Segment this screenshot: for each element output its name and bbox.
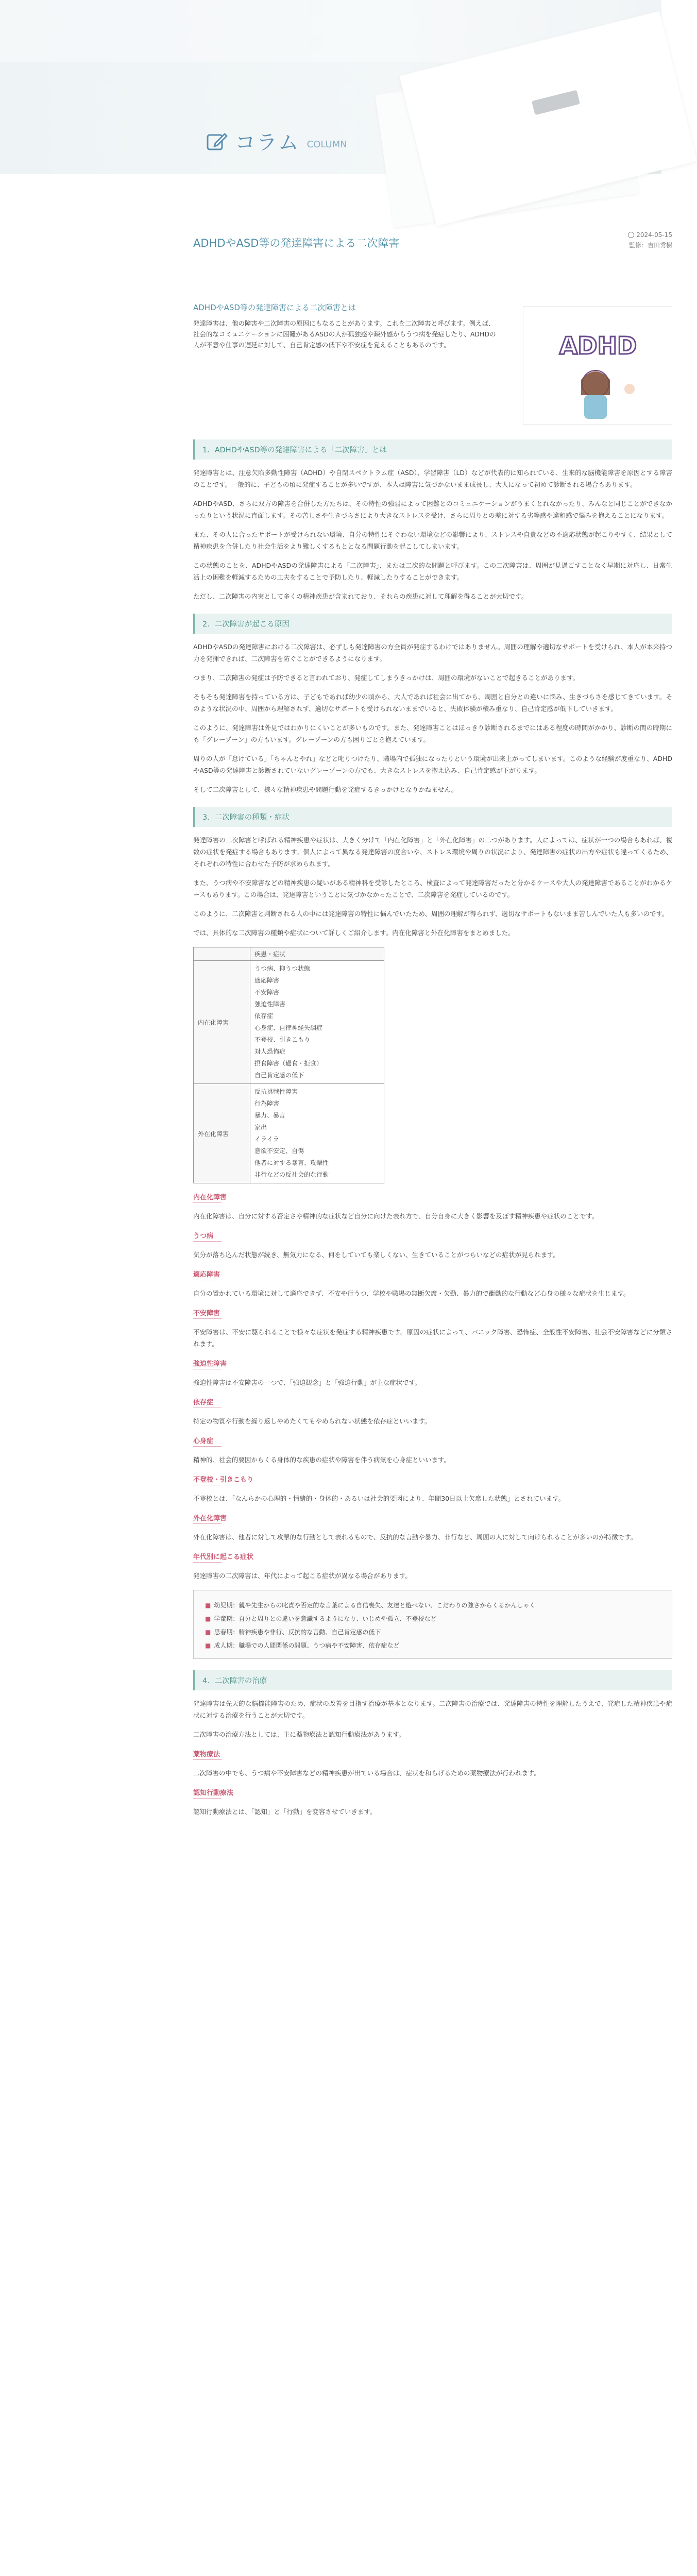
section-paragraph: ただし、二次障害の内実として多くの精神疾患が含まれており、それらの疾患に対して理解を得ることが大切です。: [193, 592, 528, 600]
term-heading: 内在化障害: [193, 1194, 227, 1201]
article-meta: [628, 230, 672, 250]
table-row: [194, 1084, 384, 1183]
term-underline: [193, 1202, 222, 1203]
section-paragraph: ADHDやASD、さらに双方の障害を合併した方たちは、その特性の強弱によって困難とのコミュニケーションがうまくとれなかったり、みんなと同じことができなかったりという状況に直面します。その苦しさや生きづらさにより大きなストレスを受け、さらに周りとの差に対する劣等感や違和感で悩みを抱えることになります。: [193, 500, 672, 519]
table-item: 対人恐怖症: [254, 1048, 286, 1055]
age-text: 学童期：自分と周りとの違いを意識するようになり、いじめや孤立、不登校など: [214, 1615, 437, 1622]
section-heading: 4．二次障害の治療: [193, 1670, 672, 1690]
section-paragraph: そもそも発達障害を持っている方は、子どもであれば幼少の頃から、大人であれば社会に出てから、周囲と自分との違いに悩み、生きづらさを感じてきています。そのような状況の中、周囲から理解されず、適切なサポートも受けられないままでいると、失敗体験が積み重なり、自己肯定感が低下していきます。: [193, 693, 672, 713]
table-category: 外在化障害: [194, 1084, 250, 1183]
intro-block: [193, 302, 672, 428]
term-text: 発達障害の二次障害は、年代によって起こる症状が異なる場合があります。: [193, 1572, 412, 1580]
table-row: [194, 961, 384, 1084]
term-heading: 薬物療法: [193, 1751, 220, 1758]
term-text: 不登校とは、「なんらかの心理的・情緒的・身体的・あるいは社会的要因により、年間30日以上欠席した状態」とされています。: [193, 1495, 565, 1502]
hero-subtitle: COLUMN: [307, 139, 347, 150]
term-underline: [193, 1446, 222, 1447]
term-heading: うつ病: [193, 1232, 214, 1240]
hero-title-wrap: [206, 126, 347, 156]
term-heading: 年代別に起こる症状: [193, 1553, 254, 1561]
table-item: 適応障害: [254, 977, 280, 984]
article-content: [193, 225, 672, 1818]
table-item: 暴力、暴言: [254, 1112, 286, 1119]
term-underline: [193, 1523, 222, 1524]
age-item: [205, 1613, 660, 1624]
hero-banner: [0, 0, 661, 174]
term-heading: 外在化障害: [193, 1515, 227, 1522]
section-paragraph: つまり、二次障害の発症は予防できると言われており、発症してしまうきっかけは、周囲の環境がないことで起きることがあります。: [193, 674, 580, 682]
term-heading: 心身症: [193, 1437, 214, 1445]
bullet-icon: ■: [205, 1642, 211, 1649]
age-symptoms-box: [193, 1590, 672, 1659]
section-paragraph: このように、発達障害は外見ではわかりにくいことが多いものです。また、発達障害ことはほっきり診断されるまでにはある程度の時間がかかり、診断の間の時期にも「グレーゾーン」の方もいます。グレーゾーンの方も困りごとを抱えています。: [193, 724, 672, 743]
table-item: 意欲不安定、自傷: [254, 1147, 304, 1155]
term-text: 特定の物質や行動を繰り返しやめたくてもやめられない状態を依存症といいます。: [193, 1417, 431, 1425]
term-text: 外在化障害は、他者に対して攻撃的な行動として表れるもので、反抗的な言動や暴力、非行など、周囲の人に対して向けられることが多いのが特徴です。: [193, 1533, 637, 1541]
term-underline: [193, 1759, 222, 1760]
section-paragraph: この状態のことを、ADHDやASDの発達障害による「二次障害」、または二次的な問題と呼びます。この二次障害は、周囲が見過ごすことなく早期に対応し、日常生活上の困難を軽減するための工夫をすることで予防したり、軽減したりすることができます。: [193, 562, 672, 581]
term-text: 二次障害の中でも、うつ病や不安障害などの精神疾患が出ている場合は、症状を和らげるための薬物療法が行われます。: [193, 1769, 541, 1777]
section-paragraph: このように、二次障害と判断される人の中には発達障害の特性に悩んでいたため、周囲の理解が得られず、適切なサポートもないまま苦しんでいた人も多いのです。: [193, 910, 669, 918]
term-underline: [193, 1798, 222, 1799]
term-heading: 不登校・引きこもり: [193, 1476, 254, 1484]
term-text: 強迫性障害は不安障害の一つで、「強迫観念」と「強迫行動」が主な症状です。: [193, 1379, 421, 1386]
table-item: 家出: [254, 1124, 267, 1131]
table-category: 内在化障害: [194, 961, 250, 1084]
age-item: [205, 1640, 660, 1651]
term-underline: [193, 1318, 222, 1319]
term-text: 不安障害は、不安に駆られることで様々な症状を発症する精神疾患です。原因の症状によって、パニック障害、恐怖症、全般性不安障害、社会不安障害などに分類されます。: [193, 1328, 672, 1348]
bullet-icon: ■: [205, 1629, 211, 1636]
adhd-illustration: [523, 306, 672, 425]
article-author: 監修：吉田秀樹: [628, 242, 672, 249]
section-paragraph: そして二次障害として、様々な精神疾患や問題行動を発症するきっかけとなりかねません。: [193, 786, 458, 793]
term-heading: 認知行動療法: [193, 1789, 234, 1797]
bullet-icon: ■: [205, 1602, 211, 1609]
intro-body: 発達障害は、他の障害や二次障害の原因にもなることがあります。これを二次障害と呼びます。例えば、社会的なコミュニケーションに困難があるASDの人が孤独感や疎外感からうつ病を発症したり、ADHDの人が不意や仕事の遅延に対して、自己肯定感の低下や不安症を覚えることもあるのです。: [193, 319, 496, 349]
adhd-label: ADHD: [559, 332, 637, 360]
disorder-table: [193, 947, 384, 1183]
section-paragraph: ADHDやASDの発達障害における二次障害は、必ずしも発達障害の方全員が発症するわけではありません。周囲の理解や適切なサポートを受けられ、本人が本来持つ力を発揮できれば、二次障害を防ぐことができるようになります。: [193, 643, 672, 663]
term-text: 認知行動療法とは、「認知」と「行動」を変容させていきます。: [193, 1808, 377, 1816]
bullet-icon: ■: [205, 1615, 211, 1622]
section-paragraph: 発達障害は先天的な脳機能障害のため、症状の改善を目指す治療が基本となります。二次障害の治療では、発達障害の特性を理解したうえで、発症した精神疾患や症状に対する治療を行うことが大切です。: [193, 1700, 672, 1719]
table-item: 不登校、引きこもり: [254, 1036, 311, 1043]
table-corner: [194, 947, 250, 961]
term-text: 精神的、社会的要因からくる身体的な疾患の症状や障害を伴う病気を心身症といいます。: [193, 1456, 451, 1464]
term-heading: 適応障害: [193, 1271, 220, 1279]
table-item: 反抗挑戦性障害: [254, 1088, 298, 1095]
article-section: [193, 439, 672, 602]
term-text: 自分の置かれている環境に対して適応できず、不安や行うつ、学校や職場の無断欠席・欠勤、暴力的で衝動的な行動など心身の様々な症状を生じます。: [193, 1290, 630, 1297]
table-item: 強迫性障害: [254, 1001, 286, 1008]
age-text: 成人期：職場での人間関係の問題、うつ病や不安障害、依存症など: [214, 1642, 400, 1649]
section-paragraph: また、その人に合ったサポートが受けられない環境、自分の特性にそぐわない環境などの影響により、ストレスや自責などの不適応状態が起こりやすく、結果として精神疾患を合併したり社会生活をより難しくするもととなる問題行動を起こしてしまいます。: [193, 531, 672, 550]
table-header: 疾患・症状: [250, 947, 384, 961]
table-item: うつ病、抑うつ状態: [254, 965, 311, 972]
table-item: 心身症、自律神経失調症: [254, 1024, 323, 1031]
article-section: [193, 614, 672, 795]
article-header: [193, 225, 672, 281]
section-paragraph: 発達障害とは、注意欠陥多動性障害（ADHD）や自閉スペクトラム症（ASD）、学習障害（LD）などが代表的に知られている、生来的な脳機能障害を原因とする障害のことです。一般的に、子どもの頃に発症することが多いですが、本人は障害に気づかないまま成長し、大人になって初めて診断される場合もあります。: [193, 469, 672, 488]
section-heading: 1．ADHDやASD等の発達障害による「二次障害」とは: [193, 439, 672, 460]
intro-heading: ADHDやASD等の発達障害による二次障害とは: [193, 303, 356, 312]
age-text: 幼児期：親や先生からの叱責や否定的な言葉による自信喪失、友達と遊べない、こだわりの強さからくるかんしゃく: [214, 1602, 536, 1609]
section-heading: 3．二次障害の種類・症状: [193, 807, 672, 827]
hero-title: コラム: [235, 131, 300, 155]
term-underline: [193, 1562, 222, 1563]
section-paragraph: では、具体的な二次障害の種類や症状について詳しくご紹介します。内在化障害と外在化障害をまとめました。: [193, 929, 515, 937]
table-item: 他者に対する暴言、攻撃性: [254, 1159, 329, 1166]
pen-square-icon: [206, 130, 228, 152]
term-heading: 依存症: [193, 1399, 214, 1406]
age-item: [205, 1600, 660, 1611]
table-item: 行為障害: [254, 1100, 280, 1107]
table-item: イライラ: [254, 1136, 279, 1143]
section-paragraph: 周りの人が「怠けている」「ちゃんとやれ」などと叱りつけたり、職場内で孤独になったりという環境が出来上がってしまいます。このような経験が度重なり、ADHDやASD等の発達障害と診断されていないグレーゾーンの方でも、大きなストレスを抱え込み、自己肯定感が下がります。: [193, 755, 672, 774]
term-heading: 不安障害: [193, 1310, 220, 1317]
table-items: [250, 1084, 384, 1183]
section-paragraph: 二次障害の治療方法としては、主に薬物療法と認知行動療法があります。: [193, 1731, 405, 1738]
term-text: 気分が落ち込んだ状態が続き、無気力になる、何をしていても楽しくない、生きていることがつらいなどの症状が見られます。: [193, 1251, 560, 1259]
article-date: 2024-05-15: [636, 231, 672, 239]
table-item: 依存症: [254, 1012, 274, 1020]
article-title: ADHDやASD等の発達障害による二次障害: [193, 237, 400, 249]
section-paragraph: また、うつ病や不安障害などの精神疾患の疑いがある精神科を受診したところ、検査によって発達障害だったと分かるケースや大人の発達障害であることがわかるケースもあります。この場合は、発達障害ということに気づかなかったことで、二次障害を発症しているのです。: [193, 879, 672, 899]
table-item: 自己肯定感の低下: [254, 1072, 304, 1079]
table-items: [250, 961, 384, 1084]
term-text: 内在化障害は、自分に対する否定さや精神的な症状など自分に向けた表れ方で、自分自身に大きく影響を及ぼす精神疾患や症状のことです。: [193, 1212, 599, 1220]
age-text: 思春期：精神疾患や非行、反抗的な言動、自己肯定感の低下: [214, 1629, 381, 1636]
article-section: [193, 807, 672, 1659]
term-underline: [193, 1241, 222, 1242]
table-item: 摂食障害（過食・拒食）: [254, 1060, 323, 1067]
section-heading: 2．二次障害が起こる原因: [193, 614, 672, 634]
age-item: [205, 1626, 660, 1638]
table-item: 不安障害: [254, 989, 280, 996]
section-paragraph: 発達障害の二次障害と呼ばれる精神疾患や症状は、大きく分けて「内在化障害」と「外在化障害」の二つがあります。人によっては、症状が一つの場合もあれば、複数の症状を発症する場合もあります。個人によって異なる発達障害の度合いや、ストレス環境や周りの状況により、発達障害の症状の出方や症状も違ってくるため、それぞれの特性に合わせた予防が求められます。: [193, 836, 672, 868]
article-section: [193, 1670, 672, 1818]
term-heading: 強迫性障害: [193, 1360, 227, 1368]
clock-icon: [628, 232, 634, 238]
table-item: 非行などの反社会的な行動: [254, 1171, 329, 1178]
